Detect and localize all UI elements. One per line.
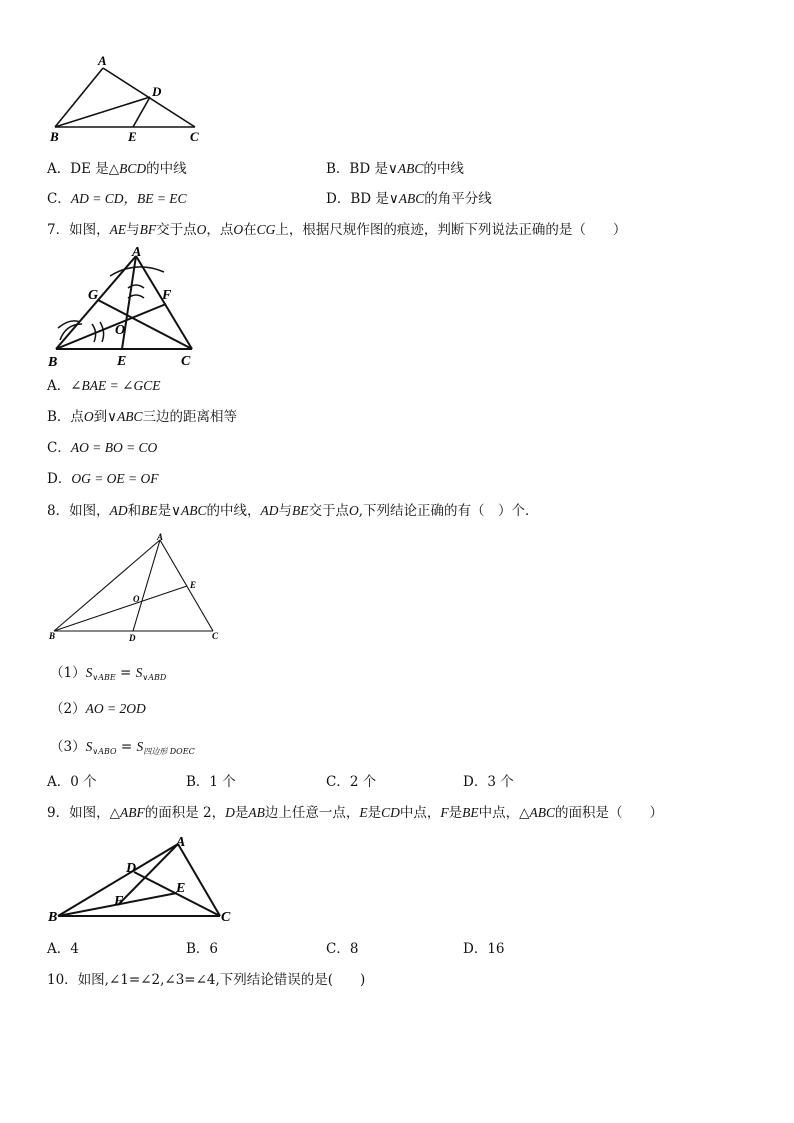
q8-label-c: C	[212, 631, 219, 641]
q7-label-o: O	[115, 323, 126, 338]
q8-statement-3: $(3)S_{\vee ABO} = S_{四边形 DOEC}$	[50, 739, 195, 756]
q7-label-g: G	[88, 288, 99, 303]
q7-label-a: A	[132, 245, 142, 260]
q8-label-d: D	[129, 633, 136, 643]
q6-label-c: C	[190, 129, 199, 144]
q8-choice-b: B．1 个	[186, 774, 236, 790]
q8-statement-1: $(1)S_{\vee ABE} = S_{\vee ABD}$	[50, 665, 167, 682]
q6-label-e: E	[128, 129, 137, 144]
q9-label-b: B	[48, 910, 58, 925]
q8-choice-c: C．2 个	[326, 774, 377, 790]
q7-construction-figure	[40, 242, 210, 372]
q9-label-d: D	[126, 861, 137, 876]
q8-label-b: B	[49, 631, 56, 641]
q10-question-stem: 10．如图,∠1=∠2,∠3=∠4,下列结论错误的是( )	[47, 972, 366, 988]
q9-choice-c: C．8	[326, 941, 359, 957]
q7-label-e: E	[117, 354, 127, 369]
q7-question-stem: 7．如图，AE与BF交于点O，点O在CG上，根据尺规作图的痕迹，判断下列说法正确的是（ ）	[47, 222, 627, 238]
q9-question-stem: 9．如图，△ABF的面积是 2，D是AB边上任意一点，E是CD中点，F是BE中点，△ABC的面积是（ ）	[47, 805, 664, 821]
q9-choice-d: D．16	[463, 941, 505, 957]
q9-choice-b: B．6	[186, 941, 219, 957]
q6-option-c: C．AD = CD，BE = EC	[47, 191, 187, 207]
q6-label-a: A	[98, 53, 107, 68]
q9-triangle-figure	[42, 830, 242, 930]
q9-label-e: E	[176, 881, 186, 896]
q7-option-b: B．点O到∨ABC三边的距离相等	[47, 409, 238, 425]
q6-label-d: D	[152, 84, 162, 99]
q8-label-a: A	[157, 532, 164, 542]
q8-choice-a: A．0 个	[47, 774, 97, 790]
q8-statement-2: （2）AO = 2OD	[50, 701, 146, 717]
q8-question-stem: 8．如图，AD和BE是∨ABC的中线，AD与BE交于点O,下列结论正确的有（ ）个．	[47, 503, 539, 519]
q6-option-a: A．DE 是△BCD的中线	[47, 161, 187, 177]
q9-label-a: A	[176, 835, 186, 850]
q6-label-b: B	[50, 129, 59, 144]
q6-option-d: D．BD 是∨ABC的角平分线	[326, 191, 492, 207]
q7-label-c: C	[181, 354, 191, 369]
q7-option-a: A．∠BAE = ∠GCE	[47, 378, 161, 394]
q9-choice-a: A．4	[47, 941, 79, 957]
q7-label-b: B	[48, 355, 58, 370]
q8-triangle-figure	[44, 530, 229, 645]
q6-option-b: B．BD 是∨ABC的中线	[326, 161, 464, 177]
q6-triangle-figure	[40, 50, 220, 145]
q7-option-d: D．OG = OE = OF	[47, 471, 159, 487]
q9-label-c: C	[221, 910, 231, 925]
q7-label-f: F	[162, 288, 172, 303]
q7-option-c: C．AO = BO = CO	[47, 440, 158, 456]
q8-label-o: O	[133, 594, 140, 604]
q8-choice-d: D．3 个	[463, 774, 514, 790]
q8-label-e: E	[190, 580, 197, 590]
q9-label-f: F	[114, 894, 124, 909]
